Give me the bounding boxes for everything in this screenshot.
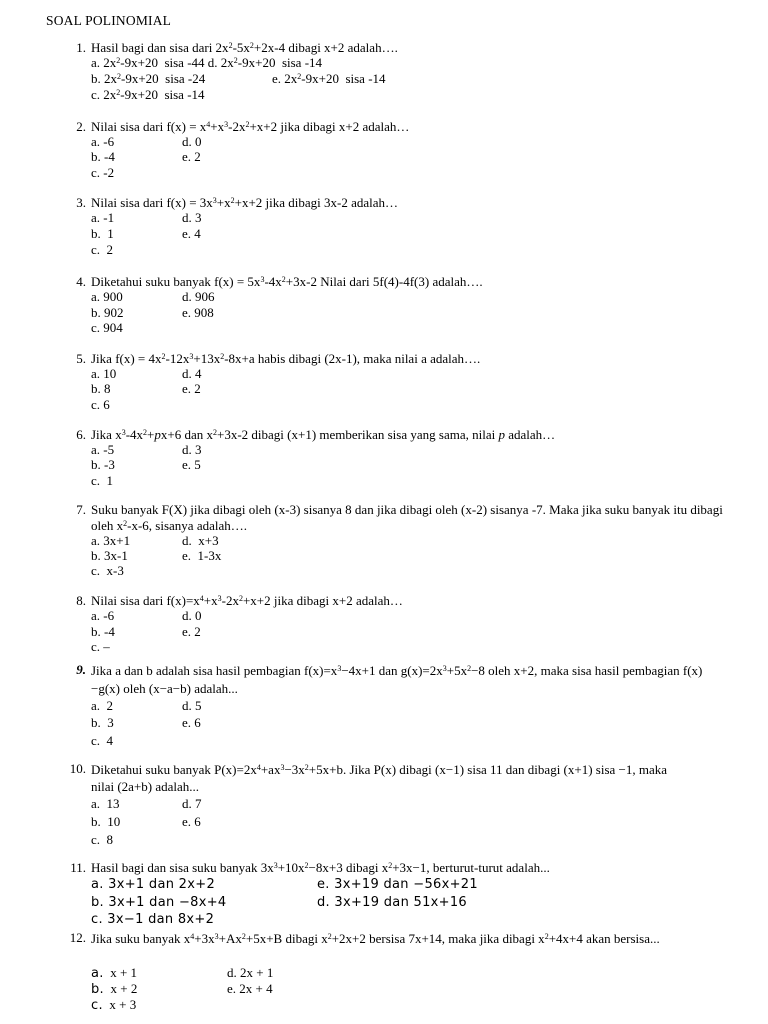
option-e: e. 2	[182, 624, 201, 639]
option-e: e. 4	[182, 226, 201, 241]
option-d: d. x+3	[182, 533, 219, 548]
option-a: a. 10	[91, 366, 117, 381]
option-b: b. -3	[91, 457, 115, 472]
option-e: e. $2x^2-9x+20$ sisa -14	[272, 71, 386, 86]
option-b: b. x + 2	[91, 981, 138, 997]
question-number: 10.	[69, 761, 86, 776]
question-number: 11.	[70, 860, 86, 875]
option-d: d. 3	[182, 442, 202, 457]
option-b: b. -4	[91, 149, 115, 164]
option-e: e. 2	[182, 381, 201, 396]
question-text: Diketahui suku banyak $f(x) = 5x^3-4x^2+3x-2$ Nilai dari 5f(4)-4f(3) adalah….	[91, 274, 483, 289]
option-e: e. 5	[182, 457, 201, 472]
option-a: a. 900	[91, 289, 123, 304]
question-text: Nilai sisa dari $f(x) = 3x^3+x^2+x+2$ jika dibagi 3x-2 adalah…	[91, 195, 399, 210]
document-title: SOAL POLINOMIAL	[46, 13, 172, 28]
question-number: 7.	[76, 502, 86, 517]
question-text: Jika suku banyak $x^4+3x^3+Ax^2+5x+B$ dibagi $x^2+2x+2$ bersisa 7x+14, maka jika dibagi $x^2+4x+4$ akan bersisa...	[91, 931, 660, 946]
option-c: c. 6	[91, 397, 110, 412]
option-d: d. 0	[182, 134, 202, 149]
option-c: c. 8	[91, 832, 114, 847]
option-a-d: a. $2x^2-9x+20$ sisa -44 d. $2x^2-9x+20$ sisa -14	[91, 55, 323, 70]
question-text: Diketahui suku banyak $P(x)=2x^4+ax^3-3x^2+5x+b$. Jika P(x) dibagi (x−1) sisa 11 dan dibagi (x+1) sisa −1, maka nilai (2a+b) adalah...	[91, 762, 668, 794]
option-d: d. 2x + 1	[227, 965, 274, 980]
option-c: c. 904	[91, 320, 123, 335]
option-e: e. 6	[182, 814, 201, 829]
question-number: 6.	[76, 427, 86, 442]
option-a: a. 3x+1	[91, 533, 131, 548]
option-a: a. 13	[91, 796, 120, 811]
option-b: b. -4	[91, 624, 115, 639]
option-d: d. 5	[182, 698, 202, 713]
option-d: d. 0	[182, 608, 202, 623]
option-c: c. 1	[91, 473, 114, 488]
option-c: c. 4	[91, 733, 114, 748]
option-c: c. $2x^2-9x+20$ sisa -14	[91, 87, 205, 102]
option-a: a. -6	[91, 134, 115, 149]
question-text: Nilai sisa dari $f(x)=x^4+x^3-2x^2+x+2$ jika dibagi x+2 adalah…	[91, 593, 403, 608]
option-c: c. x + 3	[91, 997, 137, 1013]
option-b: b. 1	[91, 226, 114, 241]
question-number: 5.	[76, 351, 86, 366]
option-c: c. –	[91, 639, 110, 654]
option-b: b. 10	[91, 814, 121, 829]
question-text: Jika $f(x) = 4x^2-12x^3+13x^2-8x+a$ habis dibagi (2x-1), maka nilai a adalah….	[91, 351, 481, 366]
question-text: Jika $x^3-4x^2+px+6$ dan $x^2+3x-2$ dibagi (x+1) memberikan sisa yang sama, nilai p adalah…	[91, 427, 556, 442]
option-b: b. 902	[91, 305, 124, 320]
question-number: 9.	[76, 662, 86, 677]
option-c: c. x-3	[91, 563, 124, 578]
option-c: c. -2	[91, 165, 115, 180]
option-c: c. 2	[91, 242, 114, 257]
question-text: Jika a dan b adalah sisa hasil pembagian $f(x)=x^3-4x+1$ dan $g(x)=2x^3+5x^2-8$ oleh x+2, maka sisa hasil pembagian f(x)−g(x) oleh (x−a−b) adalah...	[91, 663, 703, 696]
option-b: b. 3x-1	[91, 548, 128, 563]
option-a: a. -5	[91, 442, 115, 457]
option-d: d. 906	[182, 289, 215, 304]
question-number: 8.	[76, 593, 86, 608]
question-number: 2.	[76, 119, 86, 134]
option-b: b. 8	[91, 381, 111, 396]
question-text: Hasil bagi dan sisa suku banyak $3x^3+10x^2-8x+3$ dibagi $x^2+3x-1$, berturut-turut adalah...	[91, 860, 550, 875]
option-b: b. 3x+1 dan −8x+4	[91, 895, 227, 910]
question-text: Suku banyak F(X) jika dibagi oleh (x-3) sisanya 8 dan jika dibagi oleh (x-2) sisanya -7. Maka jika suku banyak itu dibagi oleh $x^2-x-6$, sisanya adalah….	[91, 502, 723, 533]
question-number: 3.	[76, 195, 86, 210]
option-b: b. 3	[91, 715, 114, 730]
option-b: b. $2x^2-9x+20$ sisa -24	[91, 71, 206, 86]
option-e: e. 6	[182, 715, 201, 730]
question-text: Nilai sisa dari $f(x) = x^4+x^3-2x^2+x+2$ jika dibagi x+2 adalah…	[91, 119, 410, 134]
option-e: e. 2x + 4	[227, 981, 273, 996]
option-e: e. 2	[182, 149, 201, 164]
option-a: a. 2	[91, 698, 114, 713]
option-e: e. 908	[182, 305, 214, 320]
option-a: a. -6	[91, 608, 115, 623]
question-number: 12.	[69, 930, 86, 945]
option-e: e. 1-3x	[182, 548, 222, 563]
question-number: 4.	[76, 274, 86, 289]
option-a: a. 3x+1 dan 2x+2	[91, 877, 216, 892]
option-e: e. 3x+19 dan −56x+21	[317, 877, 478, 892]
option-a: a. x + 1	[91, 965, 138, 981]
option-d: d. 4	[182, 366, 202, 381]
question-text: Hasil bagi dan sisa dari $2x^2-5x^2+2x-4$ dibagi x+2 adalah….	[91, 40, 398, 55]
option-d: d. 3x+19 dan 51x+16	[317, 895, 468, 910]
question-number: 1.	[76, 40, 86, 55]
option-d: d. 7	[182, 796, 202, 811]
option-c: c. 3x−1 dan 8x+2	[91, 912, 215, 927]
option-a: a. -1	[91, 210, 115, 225]
option-d: d. 3	[182, 210, 202, 225]
